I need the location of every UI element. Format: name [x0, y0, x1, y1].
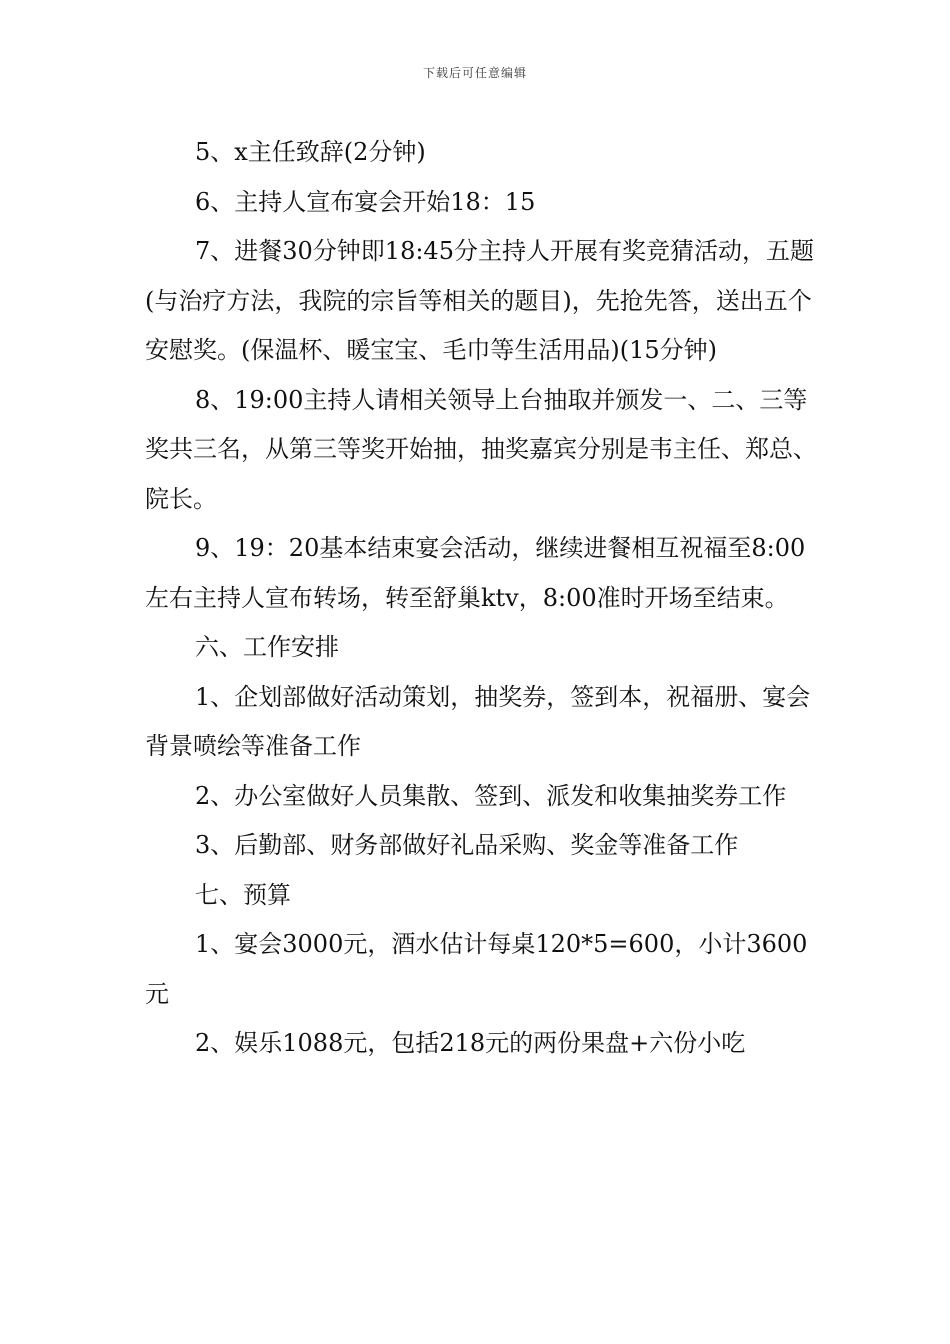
paragraph-item-5: 5、x主任致辞(2分钟) — [195, 138, 426, 166]
document-body — [145, 128, 825, 1069]
paragraph-item-6: 6、主持人宣布宴会开始18：15 — [195, 187, 536, 216]
section-heading-budget: 七、预算 — [195, 880, 291, 909]
section-heading-work-arrangement: 六、工作安排 — [195, 633, 339, 661]
paragraph-item-8: 8、19:00主持人请相关领导上台抽取并颁发一、二、三等奖共三名，从第三等奖开始抽，抽奖嘉宾分别是韦主任、郑总、院长。 — [145, 385, 817, 513]
budget-item-1: 1、宴会3000元，酒水估计每桌120*5=600，小计3600元 — [145, 930, 808, 1008]
paragraph-item-9: 9、19：20基本结束宴会活动，继续进餐相互祝福至8:00左右主持人宣布转场，转至舒巢ktv，8:00准时开场至结束。 — [145, 534, 806, 612]
page-header: 下载后可任意编辑 — [422, 66, 527, 80]
work-item-3: 3、后勤部、财务部做好礼品采购、奖金等准备工作 — [195, 831, 739, 859]
budget-item-2: 2、娱乐1088元，包括218元的两份果盘+六份小吃 — [195, 1029, 746, 1057]
work-item-2: 2、办公室做好人员集散、签到、派发和收集抽奖券工作 — [195, 781, 787, 810]
paragraph-item-7: 7、进餐30分钟即18:45分主持人开展有奖竞猜活动，五题(与治疗方法，我院的宗旨等相关的题目)，先抢先答，送出五个安慰奖。(保温杯、暖宝宝、毛巾等生活用品)(15分钟) — [145, 237, 814, 364]
work-item-1: 1、企划部做好活动策划，抽奖券，签到本，祝福册、宴会背景喷绘等准备工作 — [145, 682, 811, 760]
